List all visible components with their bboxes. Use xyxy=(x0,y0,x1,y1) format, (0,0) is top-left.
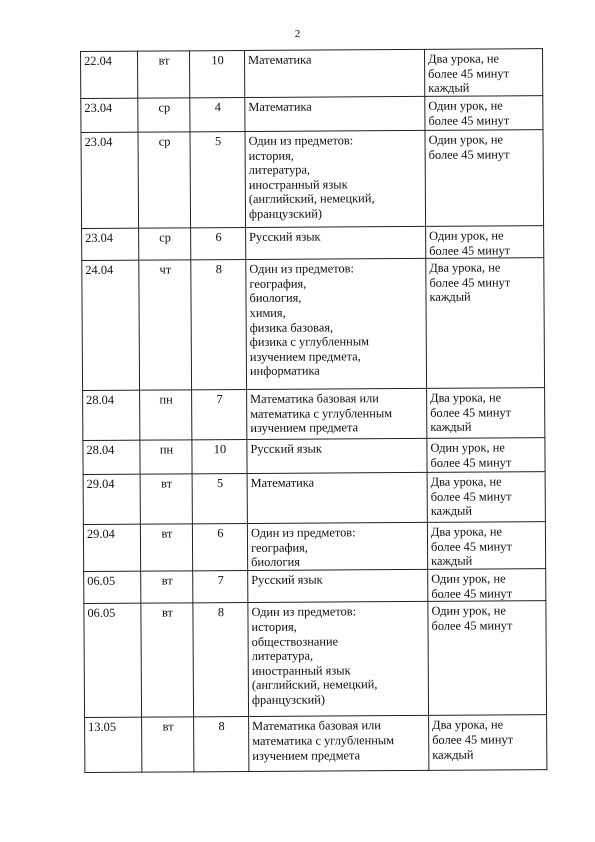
subject-cell: Один из предметов: география, биология xyxy=(247,523,427,571)
subject-cell: Математика базовая или математика с углубленным изучением предмета xyxy=(249,716,429,772)
duration-note-cell: Два урока, не более 45 минут каждый xyxy=(427,388,545,439)
subject-cell: Математика базовая или математика с углубленным изучением предмета xyxy=(247,389,427,440)
date-cell: 29.04 xyxy=(83,474,140,524)
date-cell: 23.04 xyxy=(81,132,139,228)
subject-cell: Математика xyxy=(247,473,427,524)
table-row xyxy=(81,130,544,229)
weekday-cell: ср xyxy=(138,98,190,132)
date-cell: 22.04 xyxy=(81,51,138,98)
duration-note-cell: Два урока, не более 45 минут каждый xyxy=(427,472,545,523)
class-cell: 7 xyxy=(193,571,248,604)
class-cell: 10 xyxy=(192,440,247,474)
duration-note-cell: Один урок, не более 45 минут xyxy=(427,438,545,473)
subject-cell: Один из предметов: история, литература, иностранный язык (английский, немецкий, французский) xyxy=(245,130,426,227)
class-cell: 4 xyxy=(190,97,245,131)
subject-cell: Русский язык xyxy=(247,439,427,474)
subject-cell: Русский язык xyxy=(246,226,426,259)
table-row xyxy=(81,96,543,133)
class-cell: 10 xyxy=(190,50,245,97)
date-cell: 24.04 xyxy=(82,260,140,390)
table-row xyxy=(83,438,545,475)
date-cell: 13.05 xyxy=(85,718,142,773)
class-cell: 8 xyxy=(191,260,247,390)
page-number: 2 xyxy=(294,28,301,40)
class-cell: 6 xyxy=(191,227,246,260)
subject-cell: Один из предметов: география, биология, химия, физика базовая, физика с углубленным изучением предмета, информатика xyxy=(246,259,427,390)
subject-cell: Математика xyxy=(245,96,425,131)
duration-note-cell: Один урок, не более 45 минут xyxy=(428,601,547,716)
table-row xyxy=(83,522,545,572)
weekday-cell: ср xyxy=(139,228,191,261)
duration-note-cell: Один урок, не более 45 минут xyxy=(428,569,546,602)
subject-cell: Русский язык xyxy=(248,570,428,603)
duration-note-cell: Два урока, не более 45 минут каждый xyxy=(429,715,547,771)
duration-note-cell: Два урока, не более 45 минут каждый xyxy=(426,258,545,389)
date-cell: 06.05 xyxy=(84,571,141,604)
table-row xyxy=(83,472,545,525)
duration-note-cell: Один урок, не более 45 минут xyxy=(425,96,543,131)
duration-note-cell: Один урок, не более 45 минут xyxy=(425,130,544,227)
weekday-cell: пн xyxy=(140,390,192,440)
class-cell: 7 xyxy=(192,390,247,440)
weekday-cell: чт xyxy=(139,260,192,390)
subject-cell: Один из предметов: история, обществознание литература, иностранный язык (английский, немецкий, французский) xyxy=(248,602,429,717)
table-row xyxy=(81,49,543,99)
table-row xyxy=(83,388,545,441)
class-cell: 6 xyxy=(192,524,247,571)
class-cell: 5 xyxy=(190,131,246,227)
weekday-cell: вт xyxy=(142,717,194,772)
weekday-cell: вт xyxy=(141,603,194,717)
class-cell: 8 xyxy=(194,717,249,772)
duration-note-cell: Один урок, не более 45 минут xyxy=(426,226,544,259)
table-row xyxy=(84,569,546,604)
duration-note-cell: Два урока, не более 45 минут каждый xyxy=(427,522,545,570)
class-cell: 5 xyxy=(192,474,247,524)
duration-note-cell: Два урока, не более 45 минут каждый xyxy=(424,49,542,97)
table-row xyxy=(84,601,547,718)
subject-cell: Математика xyxy=(244,49,424,97)
weekday-cell: вт xyxy=(138,51,190,98)
table-row xyxy=(82,226,544,261)
weekday-cell: вт xyxy=(140,524,192,571)
date-cell: 23.04 xyxy=(82,228,139,261)
weekday-cell: вт xyxy=(141,571,193,604)
table-row xyxy=(85,715,547,773)
date-cell: 06.05 xyxy=(84,604,142,718)
weekday-cell: вт xyxy=(140,474,192,524)
date-cell: 28.04 xyxy=(83,440,140,474)
date-cell: 29.04 xyxy=(83,524,140,571)
date-cell: 28.04 xyxy=(83,390,140,440)
table-row xyxy=(82,258,545,391)
date-cell: 23.04 xyxy=(81,98,138,132)
weekday-cell: ср xyxy=(138,132,191,228)
schedule-table xyxy=(80,48,547,773)
weekday-cell: пн xyxy=(140,440,192,474)
class-cell: 8 xyxy=(193,603,249,717)
